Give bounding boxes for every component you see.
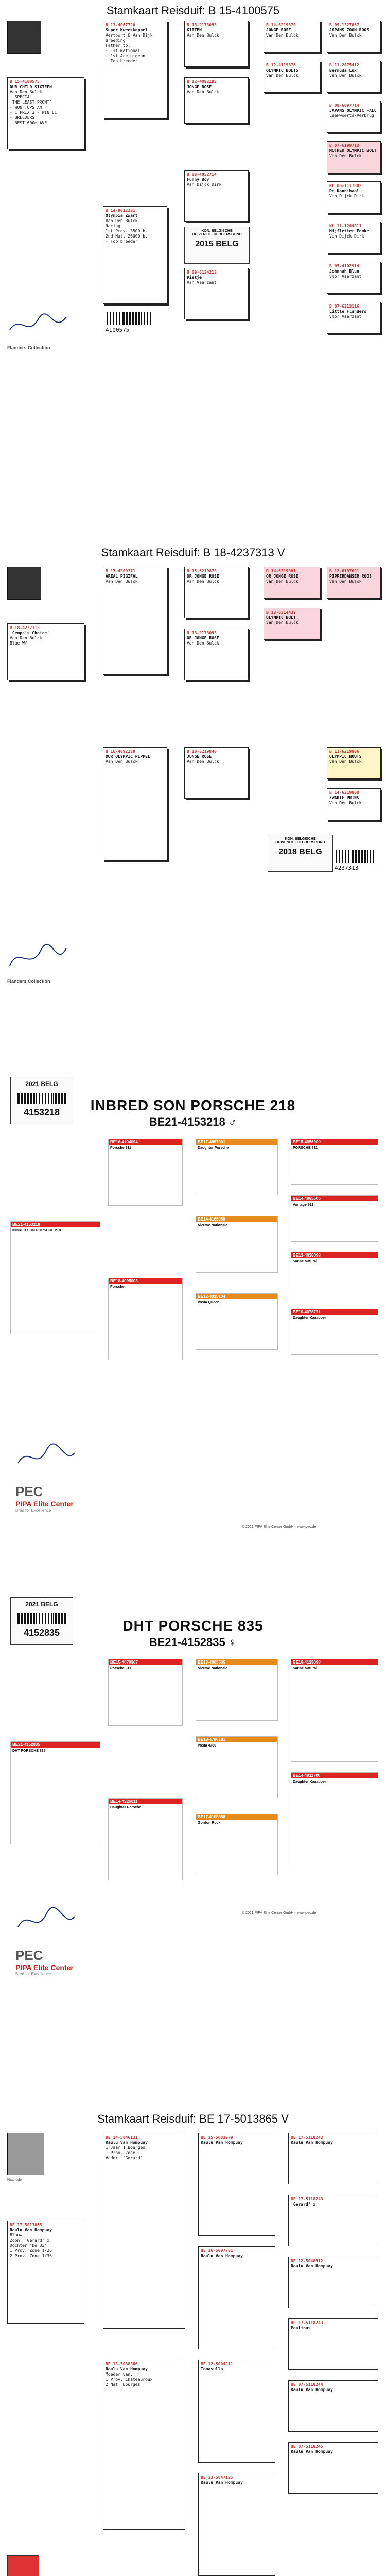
barcode-number: 4237313 (335, 865, 359, 871)
ancestor-card: B 14-6219870 JONGE ROSE Van Den Bulck (264, 21, 320, 53)
pedigree-card: BE14-4065505 Vantage 911 (291, 1195, 378, 1242)
ancestor-card: B 11-2075412 Bermuda Lux Van Den Bulck (327, 61, 381, 93)
signature-icon (15, 1906, 77, 1937)
pedigree-section-2 (0, 531, 386, 1061)
barcode-number: 4100575 (106, 327, 130, 333)
ancestor-card: B 09-1327067 JAPANS ZOON ROOS Van Den Bulck (327, 21, 381, 53)
pedigree-card: BE15-4056900 PORSCHE 911 (291, 1139, 378, 1185)
ancestor-card: BE 15-5003979 Raulu Van Hompuay (198, 2133, 275, 2236)
main-pigeon-card: BE 17-5013865 Raulu Van Hompuay Blauw Zoon: 'Gerard' x Dochter 'De 33' 1 Prov. Zone 1/26 2 Prov. Zone 1/36 (7, 2221, 84, 2324)
signature-icon (7, 943, 69, 974)
mother-card: BE 13-5038366 Raulu Van Hompuay Moeder van: 1 Prov. Chateauroux 2 Nat. Bourges (103, 2360, 185, 2530)
ancestor-card: BE 13-5047125 Raulu Van Hompuay (198, 2473, 275, 2576)
pigeon-ring-title: BE21-4152835 ♀ (149, 1636, 237, 1649)
ancestor-card: BE 17-5118243 Raulu Van Hompuay (288, 2133, 378, 2184)
pedigree-card: BE12-4025104 Vosta Queen (196, 1293, 278, 1350)
pedigree-card: BE13-4065505 Nieuwe Nationale (196, 1659, 278, 1721)
ancestor-card: B 14-6219881 OR JONGE ROSE Van Den Bulck (264, 567, 320, 599)
ring-barcode (106, 312, 152, 325)
main-pigeon-card: B 15-4100575 DUR CHILD SIXTEEN Van Den Bulck - SPECIAL 'THE LEAST PRONT' - WON TOPSTAM - 1 PRIX 3 - WIN LI - BREEDERS - BEST 600m AVE (7, 77, 84, 149)
ancestor-card: BE 07-5118244 Raulu Van Hompuay (288, 2380, 378, 2432)
ring-tag: 2021 BELG 4152835 (10, 1597, 73, 1645)
ancestor-card: BE 12-5048912 Raulu Van Hompuay (288, 2257, 378, 2308)
pedigree-card: BE14-4011700 Daughter Kaasboer (291, 1772, 378, 1875)
pedigree-section-1 (0, 0, 386, 531)
ancestor-card: B 05-4102914 Johnnah Blue Vlor Vaerzant (327, 262, 381, 294)
ancestor-card: B 13-6219806 OLYMPIC NOUTS Van Den Bulck (327, 747, 381, 779)
father-card: B 17-4209371 AREAL PIGIFAL Van Den Bulck (103, 567, 167, 675)
pec-logo: PEC PIPA Elite Center Bred for Excellence (15, 1947, 74, 1976)
pedigree-card: BE21-4152835 DHT PORSCHE 835 (10, 1741, 100, 1844)
ancestor-card: BE 12-5004211 Tomasulla (198, 2360, 275, 2463)
grandfather-card-2: B 08-4052714 Funny Boy Van Dijck Dirk (184, 170, 249, 222)
pedigree-card: BE16-4104004 Porsche 911 (108, 1139, 183, 1206)
pedigree-card: BE13-4036098 Sanne Natural (291, 1252, 378, 1298)
ancestor-card: BE 07-5118245 Raulu Van Hompuay (288, 2442, 378, 2494)
pipa-section-1 (0, 1061, 386, 1577)
ancestor-card: B 12-6197091 PIPPERDANSER ROOS Van Den Bulck (327, 567, 381, 599)
grandmother-card-2: B 09-6124213 Pietje Van Vaerzant (184, 268, 249, 319)
ring-tag: 2021 BELG 4153218 (10, 1077, 73, 1124)
ancestor-card: B 07-6213116 Little Flanders Vlor Vaerzant (327, 302, 381, 334)
owner-name: Nattitude (7, 2178, 22, 2182)
grandfather-card-1: B 13-2173093 KITTEN Van Den Bulck (184, 21, 249, 67)
ancestor-card: BE 17-5118243 Paulinus (288, 2318, 378, 2370)
federation-stamp (7, 2555, 39, 2576)
ancestor-card: B 08-6097714 JAPANS OLYMPIC FALC Leekwoerts-Verbrug (327, 101, 381, 133)
ancestor-card: B 13-6314439 OLYMPIC BOLT Van Den Bulck (264, 608, 320, 640)
pedigree-card: BE15-4079967 Porsche 911 (108, 1659, 183, 1726)
grandmother-card-1: B 12-4092193 JONGE ROSE Van Den Bulck (184, 77, 249, 124)
federation-stamp: KON. BELGISCHE DUIVENLIEFHEBBERSBOND 2015 BELG (184, 227, 250, 264)
pedigree-card: BE14-4226011 Daughter Porsche (108, 1798, 183, 1880)
pigeon-photo (7, 567, 41, 600)
main-pigeon-card: B 18-4237313 'Cemps's Choice' Van Den Bulck Blue Wf (7, 623, 84, 680)
pigeon-photo (7, 21, 41, 54)
pigeon-name-title: INBRED SON PORSCHE 218 (90, 1097, 296, 1113)
ancestor-card: B 15-6219870 OR JONGE ROSE Van Den Bulck (184, 567, 249, 618)
federation-stamp: KON. BELGISCHE DUIVENLIEFHEBBERSBOND 2018 BELG (268, 835, 333, 872)
ancestor-card: NL 11-1244811 Mijfletter Femke Van Dijck Dirk (327, 222, 381, 253)
ring-barcode (335, 850, 376, 863)
pedigree-title: Stamkaart Reisduif: B 15-4100575 (106, 4, 280, 17)
ancestor-card: B 12-4119876 OLYMPIC BOLTS Van Den Bulck (264, 61, 320, 93)
ancestor-card: B 07-6199713 MOTHER OLYMPIC BOLT Van Den Bulck (327, 141, 381, 173)
pipa-section-2 (0, 1577, 386, 2092)
copyright-footer: © 2021 PIPA Elite Center GmbH - www.pec.de (242, 1525, 317, 1529)
pedigree-card: BE17-4097001 Daughter Porsche (196, 1139, 278, 1195)
pec-logo: PEC PIPA Elite Center Bred for Excellence (15, 1484, 74, 1513)
pedigree-card: BE18-4786181 Vosta 4786 (196, 1736, 278, 1798)
father-card: BE 14-5046131 Raulu Van Hompuay 1 Jaar 1 Bourges 1 Prov. Zone 1 Vader: 'Gerard' (103, 2133, 185, 2329)
pedigree-card: BE14-4165050 Nieuwe Nationale (196, 1216, 278, 1273)
pedigree-card: BE21-4153218 INBRED SON PORSCHE 218 (10, 1221, 100, 1334)
pedigree-title: Stamkaart Reisduif: BE 17-5013865 V (97, 2112, 289, 2125)
signature-icon (7, 309, 69, 340)
pigeon-photo (7, 2133, 44, 2175)
ancestor-card: B 10-6219840 JONGE ROSE Van Den Bulck (184, 747, 249, 799)
ancestor-card: B 13-2173093 OR JONGE ROSE Van Den Bulck (184, 629, 249, 680)
pedigree-card: BE17-4105888 Gordon Rock (196, 1814, 278, 1875)
copyright-footer: © 2021 PIPA Elite Center GmbH - www.pec.de (242, 1911, 317, 1915)
ancestor-card: BE 16-5097781 Raulu Van Hompuay (198, 2246, 275, 2349)
mother-card: B 16-4092280 DUR OLYMPIC PIPPEL Van Den Bulck (103, 747, 167, 860)
ancestor-card: BE 17-5118243 'Gerard' x (288, 2195, 378, 2246)
pigeon-ring-title: BE21-4153218 ♂ (149, 1115, 237, 1128)
pedigree-card: BE10-4078771 Daughter Kaasboer (291, 1309, 378, 1355)
owner-name: Flanders Collection (7, 345, 50, 350)
ancestor-card: NL 06-1117802 De Kannibaal Van Dijck Dirk (327, 181, 381, 213)
owner-name: Flanders Collection (7, 979, 50, 984)
ancestor-card: B 14-6219808 ZWARTE PRINS Van Den Bulck (327, 788, 381, 820)
pedigree-card: BE16-4129098 Sanne Natural (291, 1659, 378, 1762)
father-card: B 13-4067720 Super Kweekkoppel Vertoort & Van Dijk Breeding Father to: - 1st National - 1st Ace pigeon - Top breeder (103, 21, 167, 118)
pedigree-title: Stamkaart Reisduif: B 18-4237313 V (101, 546, 285, 559)
pedigree-section-5 (0, 2092, 386, 2576)
pigeon-name-title: DHT PORSCHE 835 (122, 1618, 264, 1634)
mother-card: B 14-9012281 Olympia Zwart Van Den Bulck Racing 1st Prov. 3500 b. 2nd Nat. 26000 b. - Top breeder (103, 206, 167, 304)
pedigree-card: BE18-4095003 Porsche (108, 1278, 183, 1360)
signature-icon (15, 1443, 77, 1473)
